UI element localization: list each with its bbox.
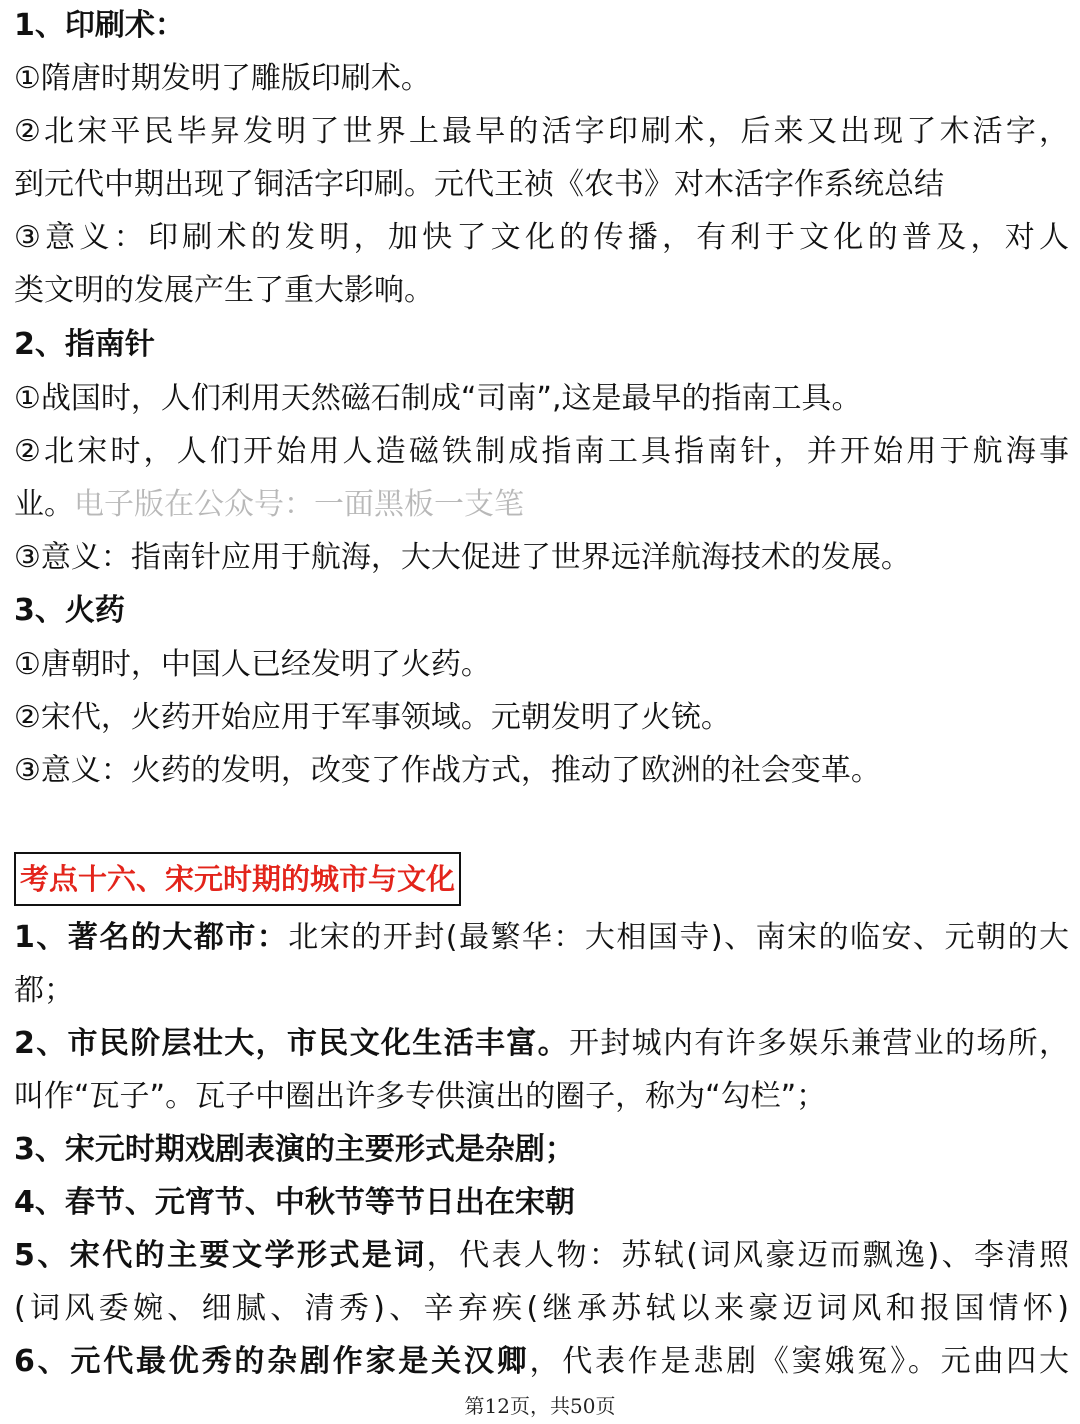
printing-point-2-line-2: 到元代中期出现了铜活字印刷。元代王祯《农书》对木活字作系统总结 xyxy=(14,167,944,202)
gunpowder-point-1: ①唐朝时，中国人已经发明了火药。 xyxy=(14,647,491,682)
topic16-item-5-line-1 xyxy=(14,1236,1069,1276)
topic16-item-6-text: ，代表作是悲剧《窦娥冤》。元曲四大 xyxy=(529,1344,1069,1379)
printing-point-2-line-1: ②北宋平民毕昇发明了世界上最早的活字印刷术，后来又出现了木活字， xyxy=(14,114,1069,149)
printing-heading: 1、印刷术： xyxy=(14,8,185,43)
gunpowder-point-2: ②宋代，火药开始应用于军事领域。元朝发明了火铳。 xyxy=(14,700,731,735)
topic16-item-6-label: 6、元代最优秀的杂剧作家是关汉卿 xyxy=(14,1344,530,1379)
gunpowder-significance: ③意义：火药的发明，改变了作战方式，推动了欧洲的社会变革。 xyxy=(14,753,881,788)
gunpowder-heading: 3、火药 xyxy=(14,593,125,628)
topic16-item-6-line-1 xyxy=(14,1342,1069,1382)
topic16-item-5-line-2: (词风委婉、细腻、清秀)、辛弃疾(继承苏轼以来豪迈词风和报国情怀) xyxy=(14,1291,1069,1326)
compass-heading: 2、指南针 xyxy=(14,327,155,362)
topic16-item-3: 3、宋元时期戏剧表演的主要形式是杂剧； xyxy=(14,1132,575,1167)
printing-point-1: ①隋唐时期发明了雕版印刷术。 xyxy=(14,61,431,96)
topic16-item-1-line-2: 都； xyxy=(14,973,74,1008)
topic16-item-2-line-2: 叫作“瓦子”。瓦子中圈出许多专供演出的圈子，称为“勾栏”； xyxy=(14,1079,827,1114)
topic16-item-1-line-1 xyxy=(14,918,1069,958)
topic16-item-1-text: 北宋的开封(最繁华：大相国寺)、南宋的临安、元朝的大 xyxy=(288,920,1069,955)
compass-significance: ③意义：指南针应用于航海，大大促进了世界远洋航海技术的发展。 xyxy=(14,540,911,575)
topic16-item-4: 4、春节、元宵节、中秋节等节日出在宋朝 xyxy=(14,1185,575,1220)
compass-point-2-line-1: ②北宋时，人们开始用人造磁铁制成指南工具指南针，并开始用于航海事 xyxy=(14,434,1069,469)
topic16-item-2-label: 2、市民阶层壮大，市民文化生活丰富。 xyxy=(14,1026,569,1061)
topic16-item-2-text: 开封城内有许多娱乐兼营业的场所， xyxy=(568,1026,1069,1061)
topic16-item-5-text: ，代表人物：苏轼(词风豪迈而飘逸)、李清照 xyxy=(426,1238,1069,1273)
topic16-item-1-label: 1、著名的大都市： xyxy=(14,920,289,955)
watermark-text: 电子版在公众号：一面黑板一支笔 xyxy=(74,487,524,522)
printing-significance-line-2: 类文明的发展产生了重大影响。 xyxy=(14,273,434,308)
topic-16-title: 考点十六、宋元时期的城市与文化 xyxy=(14,852,461,906)
compass-point-2-line-2 xyxy=(14,485,1069,525)
topic16-item-5-label: 5、宋代的主要文学形式是词 xyxy=(14,1238,427,1273)
printing-significance-line-1: ③意义：印刷术的发明，加快了文化的传播，有利于文化的普及，对人 xyxy=(14,220,1069,255)
topic16-item-2-line-1 xyxy=(14,1024,1069,1064)
page-number: 第12页，共50页 xyxy=(464,1394,616,1418)
compass-point-1: ①战国时，人们利用天然磁石制成“司南”,这是最早的指南工具。 xyxy=(14,381,862,416)
compass-point-2-end: 业。 xyxy=(14,487,74,522)
